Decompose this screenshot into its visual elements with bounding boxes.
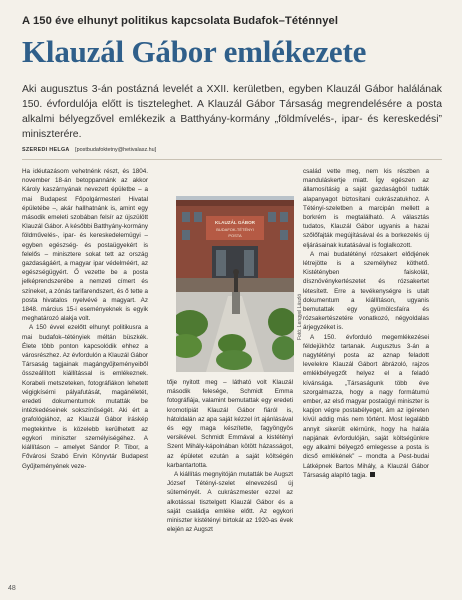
- author-email[interactable]: [postbudafoktetny@hetivalasz.hu]: [75, 147, 157, 153]
- sign-text-1: KLAUZÁL GÁBOR: [215, 220, 255, 225]
- article-title: Klauzál Gábor emlékezete: [22, 34, 367, 69]
- body-paragraph: A mai budatétényi rózsakert elődjének létrejötte is a személyhez köthető. Kistétényben faiskolát, dísznövénykertészetet és rózsakertet létesített. Erre a tevékenységre is utalt dokumentum a kiállításon, ugyanis bemutattak egy gyümölcsfaíra és rózsakertészetére vonatkozó, négyoldalas árjegyzéket is.: [303, 250, 429, 332]
- text-column-3: [303, 167, 429, 480]
- text-column-2: [167, 378, 293, 534]
- byline: [22, 146, 322, 154]
- body-paragraph-last: [303, 333, 429, 480]
- post-office-photo: [176, 196, 294, 372]
- body-paragraph: Ha idéutazásom vehetnénk részt, és 1804. november 18-án betoppannánk az akkor Károly kaszárnyának nevezett épületbe – a mai Budapest Főpolgármesteri Hivatal épületébe –, akár hallhatnánk is, amint egy második emeleti szobában felsír az újszülött Klauzál Gábor. A későbbi Batthyány-kormány földművelés-, ipar- és kereskedelemügyi – egyben egészség- és postaügyekért is felelős – minisztere sokat tett az ország gazdaságáért, a magyar ipar védelméért, az egészségügyért. Ő vezette be a posta jelképrendszerébe a nemzeti címert és színeket, a zónás tarifarendszert, és ő tette a posta hivatalos nyelvévé a magyart. Az 1848. március 15-i eseményeknek is egyik meghatározó alakja volt.: [22, 168, 149, 323]
- body-paragraph: tője nyitott meg – látható volt Klauzál második felesége, Schmidt Emma fotográfiája, valamint bemutattak egy eredeti kromotípiát Klauzál Gábor fiáról is, hátoldalán az apa saját kézzel írt ajánlásával és egy maga készítette, fagyöngyös versikével. Schmidt Emmával a kistétényi Szent Mihály-kápolnában kötött házasságot, az épületet ezután a saját költségén karbantartotta.: [167, 379, 293, 469]
- page-number: 48: [8, 585, 16, 592]
- text-column-1: [22, 167, 148, 471]
- building-photo-illustration: [176, 196, 294, 372]
- body-paragraph: család vette meg, nem kis részben a manduláskertje miatt. Így egészen az államosításig a saját gazdaságból tudták alapanyagot biztosítani cukrászatukhoz. A Tétényi-szeletben a marcipán mellett a borkrém is megtalálható. A választás tudatos, Klauzál Gábor ugyanis a hazai szőlőfajták megújításával és a borkezelés új eljárásainak kutatásával is foglalkozott.: [303, 168, 429, 249]
- author-name: SZEREDI HELGA: [22, 147, 70, 153]
- lead-paragraph: Aki augusztus 3-án postázná levelét a XXII. kerületben, egyben Klauzál Gábor halálának 150. évfordulója előtt is tiszteleghet. A Klauzál Gábor Társaság megrendelésére a posta alkalmi bélyegzővel emlékezik a Batthyány-kormány „földmívelés-, ipar- és kereskedési” miniszterére.: [22, 84, 442, 140]
- sign-text-2: BUDAFOK-TÉTÉNYI: [216, 227, 254, 232]
- body-paragraph: A 150 évvel ezelőtt elhunyt politikusra a mai budafok–tétényiek méltán büszkék. Élete több ponton kapcsolódik ehhez a városrészhez. Az évfordulón a Klauzál Gábor Társaság tagjainak magángyűjteményeiből összeállított kiállítással is emlékeznek. Korabeli metszeteken, fotográfiákon lehetett végigkísérni pályafutását, magánéletét, eredeti dokumentumok mutatták be intézkedéseinek sokszínűségét. Aki ért a grafológiához, az Klauzál Gábor íráskép megtekintve is közelebb kerülhetett az egykori miniszter személyiségéhez. A kiállításon – amelyet Sándor P. Tibor, a Fővárosi Szabó Ervin Könyvtár Budapest Gyűjteményének veze-: [22, 324, 149, 470]
- photo-credit: Fotó: Lengyel László: [297, 293, 303, 340]
- kicker-headline: A 150 éve elhunyt politikus kapcsolata Budafok–Téténnyel: [22, 15, 339, 27]
- sign-text-3: POSTA: [228, 233, 242, 238]
- divider-rule: [22, 159, 442, 160]
- end-mark-icon: [370, 472, 375, 477]
- body-paragraph-text: A 150. évforduló megemlékezései féldejükhöz tartanak. Augusztus 3-án a nagytétényi posta az aznap feladott levelekre Klauzál Gábort ábrázoló, rajzos emlékbélyegzőt helyez el a feladó kívánsága. „Társaságunk több éve szorgalmazza, hogy a nagy formátumú ember, az első magyar postaügyi miniszter is kapjon végre postabélyeget, ám az igéreten kívül addig más nem történt. Most legalább annyit sikerült elérnünk, hogy ha halála napjának évfordulóján, saját költségünkre egy alkalmi bélyegző emlegesse a posta is dicső emlékének” – mondta a Pest-budai Látképnek Bartos Mihály, a Klauzál Gábor Társaság alapító tagja.: [303, 333, 429, 479]
- body-paragraph: A kiállítás megnyitóján mutatták be Augszt József Tétényi-szelet elnevezésű új süteményét. A cukrászmester ezzel az alkotással tisztelgett Klauzál Gábor és a saját családja emléke előtt. Az egykori miniszter kistétényi birtokát az 1920-as évek elején az Augszt: [167, 471, 293, 534]
